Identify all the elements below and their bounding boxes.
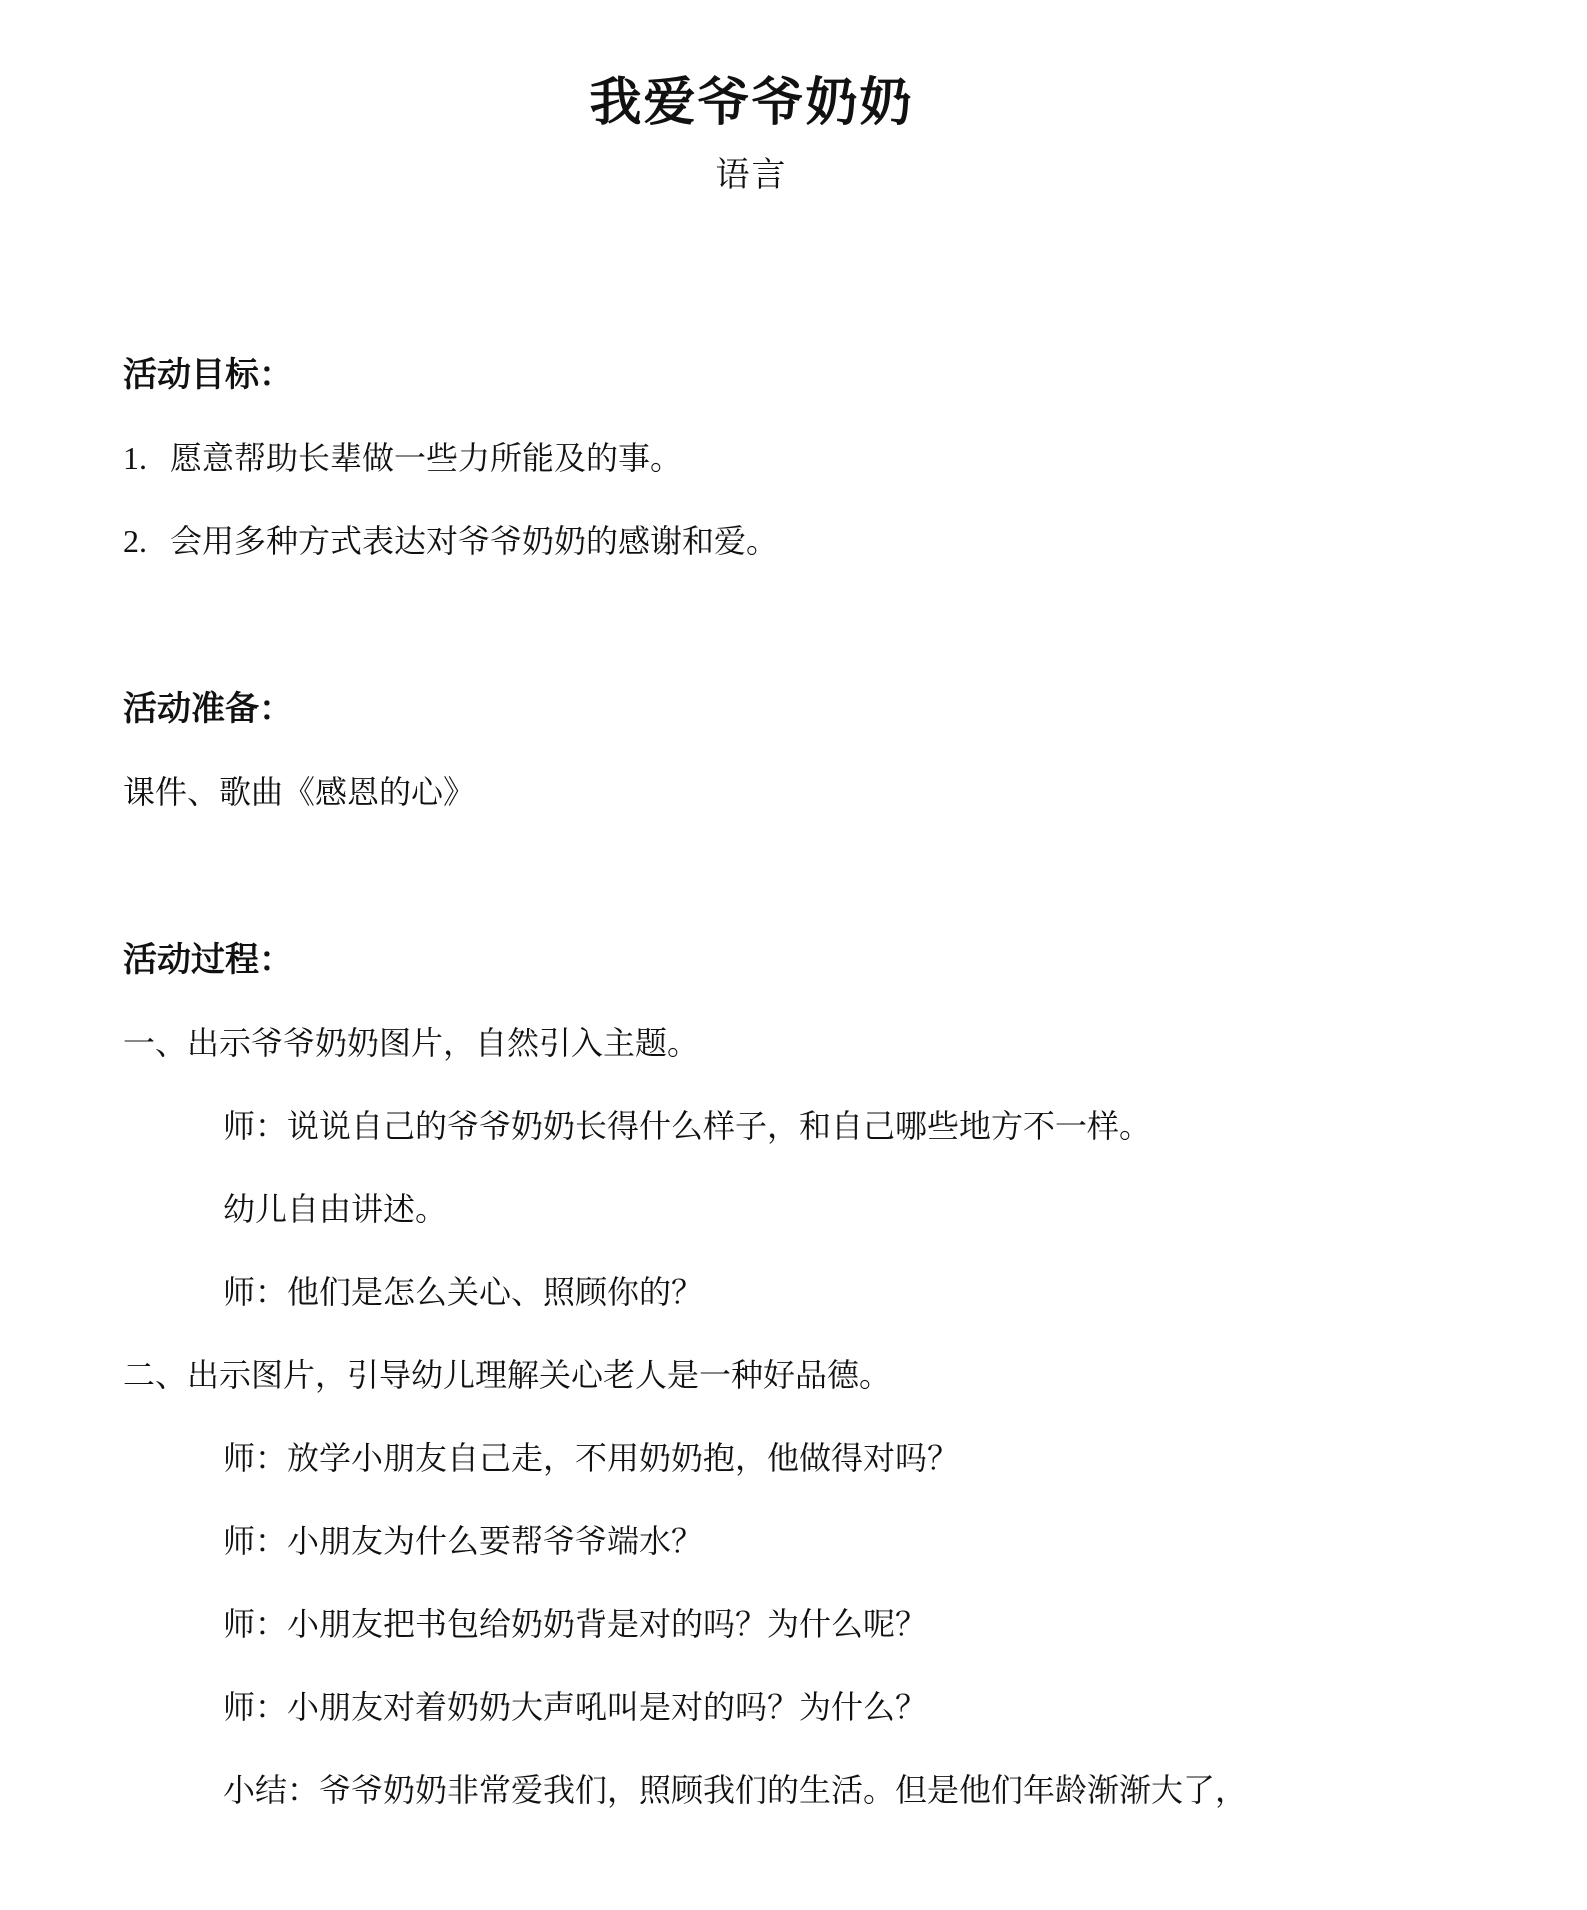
process-step-1-text: 出示爷爷奶奶图片，自然引入主题。 bbox=[187, 1025, 700, 1062]
section-heading-process: 活动过程： bbox=[123, 942, 293, 980]
section-heading-preparation: 活动准备： bbox=[123, 691, 293, 729]
goal-item-1 bbox=[0, 417, 1587, 500]
goal-item-1-text: 愿意帮助长辈做一些力所能及的事。 bbox=[170, 440, 683, 477]
process-step-1 bbox=[0, 1002, 1587, 1085]
document-title: 我爱爷爷奶奶 bbox=[589, 75, 914, 132]
process-step-2-text: 出示图片，引导幼儿理解关心老人是一种好品德。 bbox=[187, 1357, 892, 1394]
process-step-2 bbox=[0, 1334, 1587, 1417]
list-marker: 二、 bbox=[123, 1357, 188, 1394]
process-line-teacher-1: 师：说说自己的爷爷奶奶长得什么样子，和自己哪些地方不一样。 bbox=[223, 1108, 1152, 1145]
process-line-children: 幼儿自由讲述。 bbox=[223, 1191, 448, 1228]
section-heading-goals: 活动目标： bbox=[123, 357, 293, 395]
preparation-item: 课件、歌曲《感恩的心》 bbox=[123, 774, 476, 811]
process-line-teacher-4: 师：小朋友为什么要帮爷爷端水？ bbox=[223, 1523, 704, 1560]
list-marker: 1. bbox=[123, 440, 147, 477]
list-marker: 2. bbox=[123, 523, 147, 560]
goal-item-2-text: 会用多种方式表达对爷爷奶奶的感谢和爱。 bbox=[170, 523, 779, 560]
process-line-teacher-3: 师：放学小朋友自己走，不用奶奶抱，他做得对吗？ bbox=[223, 1440, 960, 1477]
process-line-summary: 小结：爷爷奶奶非常爱我们，照顾我们的生活。但是他们年龄渐渐大了， bbox=[223, 1772, 1248, 1809]
document-subtitle: 语言 bbox=[715, 156, 788, 194]
process-line-teacher-5: 师：小朋友把书包给奶奶背是对的吗？为什么呢？ bbox=[223, 1606, 928, 1643]
goal-item-2 bbox=[0, 500, 1587, 583]
process-line-teacher-6: 师：小朋友对着奶奶大声吼叫是对的吗？为什么？ bbox=[223, 1689, 928, 1726]
list-marker: 一、 bbox=[123, 1025, 188, 1062]
process-line-teacher-2: 师：他们是怎么关心、照顾你的？ bbox=[223, 1274, 704, 1311]
